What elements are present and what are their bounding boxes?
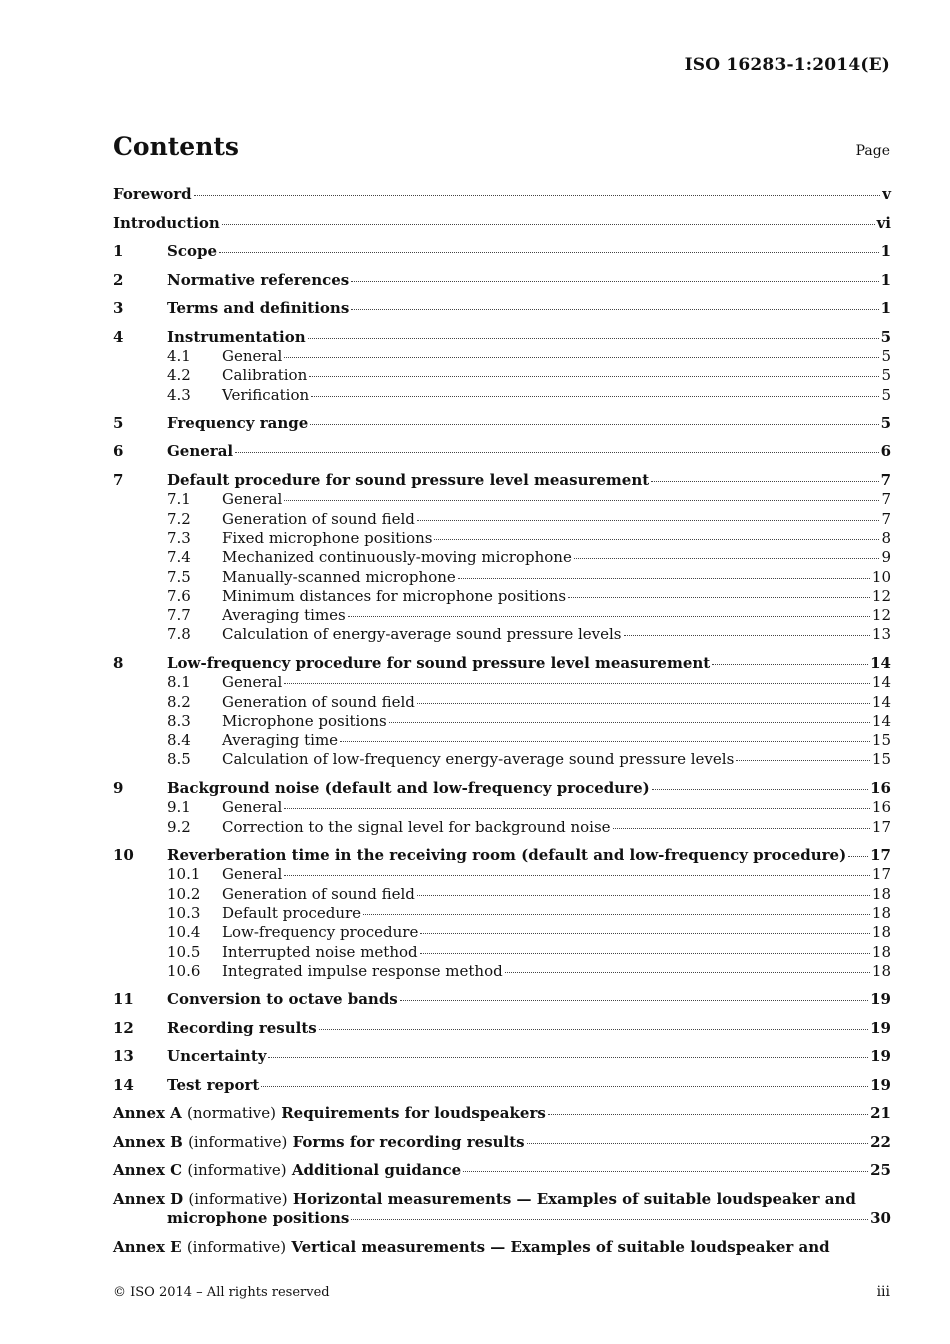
dot-leader (434, 538, 879, 540)
toc-subsection-page: 9 (881, 548, 891, 567)
toc-section[interactable] (113, 1019, 891, 1039)
toc-subsection[interactable] (113, 885, 891, 904)
toc-section-number: 9 (113, 778, 124, 797)
toc-subsection-page: 7 (881, 490, 891, 509)
toc-section-number: 2 (113, 270, 124, 289)
toc-subsection[interactable] (113, 923, 891, 942)
toc-subsection[interactable] (113, 386, 891, 405)
toc-section-title: Scope (167, 242, 218, 260)
toc-subsection-page: 13 (871, 625, 891, 644)
annex-title-continued: microphone positions (167, 1209, 350, 1228)
toc-subsection-title: Minimum distances for microphone positions (222, 586, 567, 605)
toc-section-page: 19 (870, 1047, 891, 1066)
toc-subsection-title: Averaging time (222, 731, 339, 750)
toc-section-title: Recording results (167, 1018, 317, 1037)
toc-subsection-title: Manually-scanned microphone (222, 567, 456, 586)
toc-subsection-number: 7.5 (167, 567, 191, 586)
toc-section-title: Normative references (167, 270, 350, 289)
toc-annex-d[interactable] (113, 1190, 891, 1229)
toc-subsection[interactable] (113, 750, 891, 769)
toc-entry-page: vi (876, 213, 891, 232)
toc-subsection-number: 8.4 (167, 731, 191, 750)
toc-entry-title: Introduction (113, 213, 220, 232)
toc-section-page: 1 (880, 299, 891, 317)
toc-section[interactable] (113, 990, 891, 1010)
toc-subsection-title: Generation of sound field (222, 509, 415, 528)
dot-leader (527, 1142, 869, 1144)
dot-leader (261, 1085, 868, 1087)
toc-subsection-number: 4.2 (167, 366, 191, 385)
toc-subsection-page: 5 (881, 366, 891, 385)
toc-subsection-title: Low-frequency procedure (222, 923, 419, 942)
toc-subsection-page: 14 (871, 673, 891, 692)
dot-leader (417, 702, 870, 704)
toc-section-page: 17 (870, 845, 891, 864)
toc-subsection-title: General (222, 865, 283, 884)
page-column-label: Page (855, 143, 890, 159)
toc-section-title: Low-frequency procedure for sound pressure level measurement (167, 653, 711, 672)
toc-section-page: 19 (870, 1018, 891, 1037)
toc-section[interactable] (113, 779, 891, 799)
toc-subsection-title: Calculation of low-frequency energy-average sound pressure levels (222, 750, 735, 769)
annex-page: 22 (870, 1132, 891, 1151)
toc-section-number: 6 (113, 442, 124, 461)
toc-subsection-number: 4.1 (167, 347, 191, 365)
toc-section[interactable] (113, 654, 891, 674)
toc-section-number: 14 (113, 1075, 134, 1094)
toc-subsection-number: 8.2 (167, 692, 191, 711)
dot-leader (458, 577, 870, 579)
toc-section-title: General (167, 442, 234, 461)
toc-subsection-number: 9.2 (167, 817, 191, 836)
page-number: iii (876, 1284, 890, 1300)
toc-subsection[interactable] (113, 865, 891, 884)
dot-leader (651, 480, 878, 482)
annex-type: (informative) (188, 1189, 288, 1208)
toc-section-number: 3 (113, 299, 124, 317)
toc-subsection[interactable] (113, 587, 891, 606)
toc-section[interactable] (113, 1076, 891, 1096)
toc-subsection[interactable] (113, 962, 891, 981)
toc-annex[interactable] (113, 1133, 891, 1153)
dot-leader (309, 375, 879, 377)
copyright-notice: © ISO 2014 – All rights reserved (113, 1285, 330, 1300)
toc-subsection[interactable] (113, 568, 891, 587)
toc-subsection-page: 5 (881, 385, 891, 404)
annex-type: (informative) (188, 1132, 288, 1151)
toc-subsection-number: 10.2 (167, 884, 201, 903)
annex-type: (informative) (187, 1161, 287, 1180)
annex-label: Annex E (113, 1237, 182, 1256)
toc-annex[interactable] (113, 1161, 891, 1181)
dot-leader (222, 223, 875, 225)
toc-subsection-title: Verification (222, 385, 310, 404)
annex-title: Forms for recording results (292, 1132, 525, 1151)
toc-subsection-number: 4.3 (167, 385, 191, 404)
dot-leader (400, 999, 868, 1001)
toc-section-title: Conversion to octave bands (167, 990, 398, 1009)
toc-subsection-title: Default procedure (222, 903, 362, 922)
toc-subsection-page: 16 (871, 798, 891, 817)
toc-subsection[interactable] (113, 347, 891, 366)
annex-page: 21 (870, 1104, 891, 1123)
dot-leader (363, 913, 870, 915)
annex-page: 30 (870, 1209, 891, 1228)
annex-page: 25 (870, 1161, 891, 1180)
toc-subsection-title: Generation of sound field (222, 692, 415, 711)
toc-section-title: Default procedure for sound pressure level measurement (167, 470, 650, 489)
dot-leader (194, 194, 881, 196)
toc-subsection-number: 9.1 (167, 798, 191, 817)
dot-leader (351, 308, 878, 310)
toc-entry-title: Foreword (113, 185, 192, 203)
toc-subsection-title: General (222, 347, 283, 365)
toc-subsection-page: 18 (871, 923, 891, 942)
dot-leader (284, 499, 879, 501)
toc-subsection-title: General (222, 673, 283, 692)
toc-subsection-number: 10.3 (167, 903, 201, 922)
annex-type: (normative) (187, 1104, 276, 1123)
toc-subsection-number: 8.3 (167, 711, 191, 730)
toc-subsection[interactable] (113, 693, 891, 712)
toc-section-page: 16 (870, 778, 891, 797)
toc-section-page: 19 (870, 990, 891, 1009)
dot-leader (417, 519, 880, 521)
toc-subsection-title: General (222, 798, 283, 817)
toc-section-title: Background noise (default and low-frequency procedure) (167, 778, 650, 797)
toc-subsection-page: 18 (871, 961, 891, 980)
dot-leader (268, 1056, 868, 1058)
toc-subsection[interactable] (113, 712, 891, 731)
toc-entry[interactable] (113, 214, 891, 234)
toc-subsection-number: 7.2 (167, 509, 191, 528)
dot-leader (389, 721, 870, 723)
toc-subsection-number: 7.4 (167, 548, 191, 567)
toc-subsection-number: 7.6 (167, 586, 191, 605)
annex-label: Annex C (113, 1161, 183, 1180)
dot-leader (574, 557, 880, 559)
toc-subsection-number: 10.4 (167, 923, 201, 942)
toc-subsection-page: 18 (871, 942, 891, 961)
toc-subsection[interactable] (113, 943, 891, 962)
dot-leader (568, 596, 870, 598)
toc-subsection[interactable] (113, 798, 891, 817)
dot-leader (219, 251, 879, 253)
toc-section-page: 1 (880, 270, 891, 289)
toc-section-page: 1 (880, 242, 891, 260)
dot-leader (463, 1170, 868, 1172)
toc-section-title: Test report (167, 1075, 260, 1094)
toc-subsection[interactable] (113, 731, 891, 750)
toc-subsection-title: Calculation of energy-average sound pressure levels (222, 625, 622, 644)
dot-leader (308, 337, 879, 339)
toc-subsection-number: 7.1 (167, 490, 191, 509)
toc-section-page: 14 (870, 653, 891, 672)
toc-subsection-number: 8.1 (167, 673, 191, 692)
toc-annex[interactable] (113, 1104, 891, 1124)
toc-subsection[interactable] (113, 904, 891, 923)
annex-type: (informative) (186, 1237, 287, 1256)
toc-section-title: Instrumentation (167, 327, 306, 346)
annex-title: Additional guidance (291, 1161, 462, 1180)
toc-subsection[interactable] (113, 606, 891, 625)
toc-subsection-number: 8.5 (167, 750, 191, 769)
toc-subsection[interactable] (113, 529, 891, 548)
toc-subsection-page: 14 (871, 692, 891, 711)
toc-subsection-page: 17 (871, 865, 891, 884)
toc-subsection-number: 10.6 (167, 961, 201, 980)
toc-subsection-title: Mechanized continuously-moving microphone (222, 548, 572, 567)
annex-label: Annex A (113, 1104, 182, 1123)
toc-section-number: 5 (113, 413, 124, 432)
toc-section[interactable] (113, 414, 891, 434)
toc-section[interactable] (113, 299, 891, 319)
toc-subsection-title: Microphone positions (222, 711, 387, 730)
toc-section[interactable] (113, 442, 891, 462)
toc-section-page: 7 (880, 470, 891, 489)
toc-subsection[interactable] (113, 818, 891, 837)
dot-leader (340, 740, 870, 742)
dot-leader (420, 932, 870, 934)
dot-leader (548, 1113, 868, 1115)
toc-section-page: 19 (870, 1075, 891, 1094)
toc-subsection-title: Integrated impulse response method (222, 961, 503, 980)
dot-leader (613, 827, 870, 829)
toc-subsection-number: 10.5 (167, 942, 201, 961)
toc-section-number: 11 (113, 990, 134, 1009)
annex-title: Horizontal measurements — Examples of suitable loudspeaker and (292, 1189, 856, 1208)
toc-subsection-title: General (222, 490, 283, 509)
toc-subsection-title: Generation of sound field (222, 884, 415, 903)
dot-leader (351, 1218, 868, 1220)
dot-leader (712, 663, 868, 665)
toc-subsection[interactable] (113, 366, 891, 385)
dot-leader (624, 634, 870, 636)
dot-leader (235, 451, 878, 453)
dot-leader (348, 615, 870, 617)
toc-section-title: Uncertainty (167, 1047, 267, 1066)
dot-leader (284, 682, 870, 684)
dot-leader (652, 788, 868, 790)
dot-leader (310, 423, 878, 425)
toc-subsection-page: 17 (871, 817, 891, 836)
toc-annex-e[interactable] (113, 1238, 891, 1258)
dot-leader (848, 855, 868, 857)
toc-section-page: 6 (880, 442, 891, 461)
toc-subsection-page: 14 (871, 711, 891, 730)
toc-section-page: 5 (880, 327, 891, 346)
toc-section[interactable] (113, 271, 891, 291)
annex-title: Requirements for loudspeakers (281, 1104, 546, 1123)
toc-subsection-title: Calibration (222, 366, 308, 385)
toc-section-number: 8 (113, 653, 124, 672)
dot-leader (319, 1028, 868, 1030)
dot-leader (505, 971, 870, 973)
toc-subsection[interactable] (113, 548, 891, 567)
toc-entry[interactable] (113, 185, 891, 205)
dot-leader (284, 807, 870, 809)
dot-leader (284, 874, 870, 876)
toc-subsection-title: Interrupted noise method (222, 942, 418, 961)
toc-subsection-page: 18 (871, 903, 891, 922)
contents-title: Contents (113, 132, 240, 161)
toc-subsection[interactable] (113, 490, 891, 509)
toc-subsection-title: Correction to the signal level for background noise (222, 817, 611, 836)
dot-leader (351, 280, 878, 282)
toc-section-title: Reverberation time in the receiving room (default and low-frequency procedure) (167, 845, 847, 864)
toc-subsection-page: 15 (871, 750, 891, 769)
toc-subsection-title: Averaging times (222, 606, 346, 625)
toc-section[interactable] (113, 471, 891, 491)
toc-section-page: 5 (880, 413, 891, 432)
toc-subsection-number: 7.7 (167, 606, 191, 625)
table-of-contents (113, 185, 891, 1257)
toc-section-number: 4 (113, 327, 124, 346)
annex-label: Annex B (113, 1132, 183, 1151)
toc-subsection-number: 10.1 (167, 865, 201, 884)
toc-subsection-page: 12 (871, 586, 891, 605)
toc-section[interactable] (113, 242, 891, 262)
toc-subsection-page: 12 (871, 606, 891, 625)
dot-leader (417, 894, 870, 896)
document-id: ISO 16283-1:2014(E) (684, 55, 890, 75)
toc-section-title: Frequency range (167, 413, 309, 432)
dot-leader (284, 356, 879, 358)
toc-entry-page: v (882, 185, 891, 203)
toc-section[interactable] (113, 1047, 891, 1067)
toc-subsection-page: 15 (871, 731, 891, 750)
toc-section-number: 12 (113, 1018, 134, 1037)
toc-subsection-page: 10 (871, 567, 891, 586)
toc-section[interactable] (113, 846, 891, 866)
toc-subsection-title: Fixed microphone positions (222, 528, 433, 547)
toc-section-number: 13 (113, 1047, 134, 1066)
toc-section-number: 1 (113, 242, 124, 260)
dot-leader (736, 759, 870, 761)
toc-subsection-page: 7 (881, 509, 891, 528)
toc-subsection-page: 5 (881, 347, 891, 365)
toc-section-number: 10 (113, 845, 134, 864)
toc-section[interactable] (113, 328, 891, 348)
toc-subsection[interactable] (113, 510, 891, 529)
annex-title: Vertical measurements — Examples of suitable loudspeaker and (291, 1237, 830, 1256)
dot-leader (311, 395, 879, 397)
toc-subsection-page: 18 (871, 884, 891, 903)
annex-label: Annex D (113, 1189, 184, 1208)
toc-subsection[interactable] (113, 673, 891, 692)
toc-subsection[interactable] (113, 625, 891, 644)
toc-section-number: 7 (113, 470, 124, 489)
toc-section-title: Terms and definitions (167, 299, 350, 317)
toc-subsection-page: 8 (881, 528, 891, 547)
toc-subsection-number: 7.8 (167, 625, 191, 644)
dot-leader (420, 952, 870, 954)
toc-subsection-number: 7.3 (167, 528, 191, 547)
